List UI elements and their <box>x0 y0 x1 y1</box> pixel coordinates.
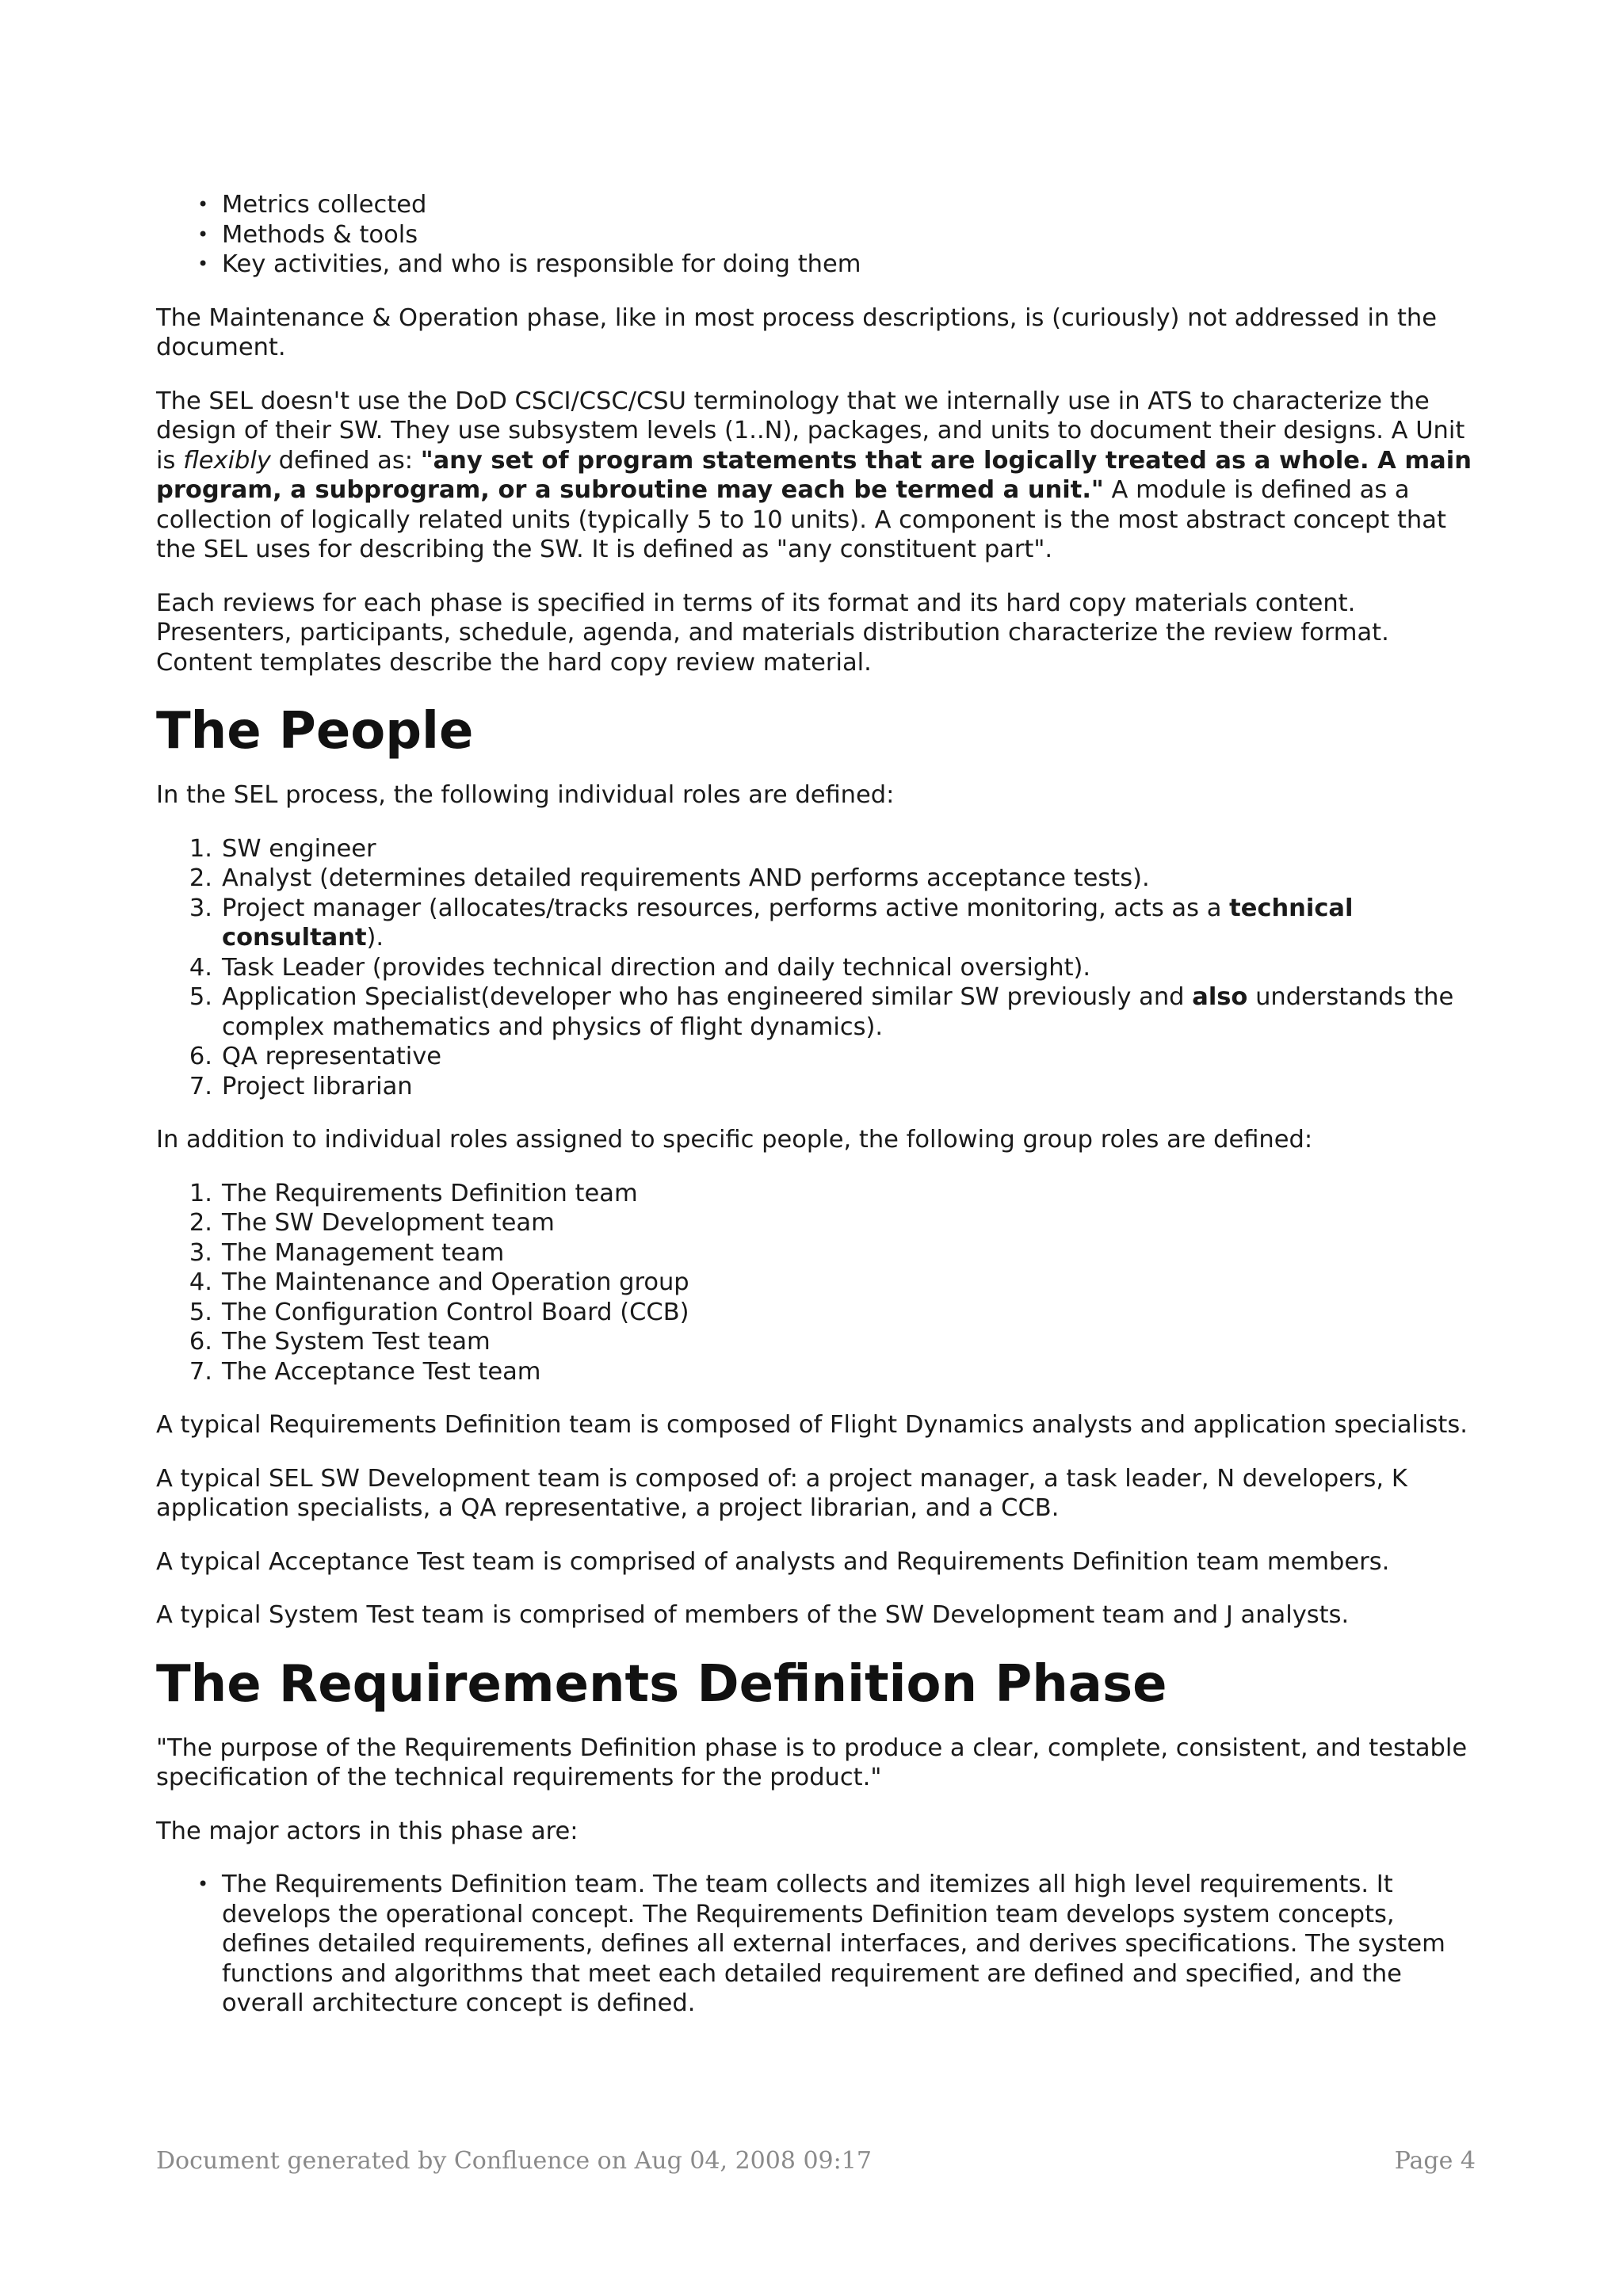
list-item <box>189 1179 1487 1209</box>
list-item <box>189 1238 1487 1268</box>
list-item <box>189 1208 1487 1238</box>
list-number: 3. <box>189 894 212 922</box>
paragraph-purpose: "The purpose of the Requirements Definition phase is to produce a clear, complete, consistent, and testable specification of the technical requirements for the product." <box>156 1733 1468 1791</box>
list-number: 5. <box>189 1298 212 1326</box>
list-item-text: Project manager (allocates/tracks resources, performs active monitoring, acts as a <box>222 894 1230 922</box>
list-number: 3. <box>189 1238 212 1267</box>
list-number: 4. <box>189 953 212 982</box>
list-item-text: The System Test team <box>222 1328 491 1356</box>
text-span: defined as: <box>270 446 421 475</box>
list-item-text: The Configuration Control Board (CCB) <box>222 1298 689 1326</box>
list-number: 7. <box>189 1357 212 1386</box>
list-item <box>189 1327 1487 1357</box>
footer-generated-text: Document generated by Confluence on Aug 04, 2008 09:17 <box>156 2147 872 2175</box>
paragraph-reviews: Each reviews for each phase is specified in terms of its format and its hard copy materials content. Presenters, participants, schedule, agenda, and materials distribution characterize the review format. Content templates describe the hard copy review material. <box>156 589 1389 677</box>
list-item-text: The Acceptance Test team <box>222 1357 541 1386</box>
paragraph-req-team: A typical Requirements Definition team is composed of Flight Dynamics analysts and application specialists. <box>156 1411 1468 1439</box>
paragraph-actors: The major actors in this phase are: <box>156 1817 579 1845</box>
list-item <box>189 864 1487 894</box>
list-item-text: Analyst (determines detailed requirements AND performs acceptance tests). <box>222 864 1150 892</box>
list-number: 6. <box>189 1043 212 1070</box>
list-item <box>189 1357 1487 1387</box>
paragraph-terminology <box>156 387 1487 565</box>
list-number: 1. <box>189 834 212 863</box>
list-item <box>189 834 1487 864</box>
list-item <box>189 1072 1487 1102</box>
individual-roles-list <box>156 834 1487 1102</box>
paragraph-group-intro: In addition to individual roles assigned to specific people, the following group roles are defined: <box>156 1126 1313 1154</box>
list-number: 5. <box>189 983 212 1011</box>
list-item-text: Project librarian <box>222 1072 413 1100</box>
intro-bullet-list <box>156 190 1487 280</box>
list-number: 2. <box>189 864 212 892</box>
list-number: 2. <box>189 1209 212 1237</box>
bold-text: technical consultant <box>222 894 1354 952</box>
paragraph-system-team: A typical System Test team is comprised of members of the SW Development team and J analysts. <box>156 1601 1350 1629</box>
paragraph-acceptance-team: A typical Acceptance Test team is comprised of analysts and Requirements Definition team members. <box>156 1547 1390 1576</box>
footer-page-number: Page 4 <box>1394 2147 1476 2175</box>
list-item-text: ). <box>366 924 384 952</box>
list-number: 6. <box>189 1328 212 1356</box>
italic-text: flexibly <box>183 446 271 475</box>
heading-the-people: The People <box>156 702 474 761</box>
text-span: The SEL doesn't use the DoD CSCI/CSC/CSU terminology that we internally use in ATS to characterize the design of their SW. They use subsystem levels (1..N), packages, and units to document their designs. A Unit is <box>156 387 1465 475</box>
heading-requirements-definition-phase: The Requirements Definition Phase <box>156 1654 1167 1714</box>
list-item-text: QA representative <box>222 1043 442 1070</box>
document-body <box>156 190 1487 2019</box>
list-item-text: SW engineer <box>222 834 376 863</box>
list-item-text: The Requirements Definition team <box>222 1179 638 1207</box>
actors-bullet-list <box>156 1870 1487 2019</box>
list-item <box>189 1268 1487 1298</box>
list-item: • The Requirements Definition team. The team collects and itemizes all high level requirements. It develops the operational concept. The Requirements Definition team develops system concepts, defines detailed requirements, defines all external interfaces, and derives specifications. The system functions and algorithms that meet each detailed requirement are defined and specified, and the overall architecture concept is defined. <box>222 1870 1487 2019</box>
list-item <box>189 982 1487 1042</box>
paragraph-maintenance: The Maintenance & Operation phase, like in most process descriptions, is (curiously) not addressed in the document. <box>156 303 1437 361</box>
group-roles-list <box>156 1179 1487 1387</box>
list-item-text: The SW Development team <box>222 1209 555 1237</box>
text-span: A module is defined as a collection of logically related units (typically 5 to 10 units). A component is the most abstract concept that the SEL uses for describing the SW. It is defined as "any constituent part". <box>156 476 1446 563</box>
paragraph-dev-team: A typical SEL SW Development team is composed of: a project manager, a task leader, N developers, K application specialists, a QA representative, a project librarian, and a CCB. <box>156 1464 1407 1522</box>
list-number: 1. <box>189 1179 212 1207</box>
list-item-text: understands the complex mathematics and physics of flight dynamics). <box>222 983 1454 1041</box>
paragraph-roles-intro: In the SEL process, the following individual roles are defined: <box>156 781 895 809</box>
list-item: • Key activities, and who is responsible for doing them <box>222 250 1487 280</box>
list-item-text: Application Specialist(developer who has engineered similar SW previously and <box>222 983 1193 1011</box>
list-item <box>189 953 1487 983</box>
list-item <box>189 894 1487 953</box>
list-number: 4. <box>189 1268 212 1296</box>
list-item: • Metrics collected <box>222 190 1487 220</box>
list-number: 7. <box>189 1072 212 1100</box>
list-item-text: The Management team <box>222 1238 505 1267</box>
list-item: • Methods & tools <box>222 220 1487 250</box>
list-item <box>189 1298 1487 1328</box>
bold-text: also <box>1192 983 1248 1011</box>
list-item-text: The Maintenance and Operation group <box>222 1268 689 1296</box>
list-item-text: Task Leader (provides technical direction and daily technical oversight). <box>222 953 1091 982</box>
bold-quote: "any set of program statements that are logically treated as a whole. A main program, a subprogram, or a subroutine may each be termed a unit." <box>156 446 1472 504</box>
list-item <box>189 1042 1487 1072</box>
